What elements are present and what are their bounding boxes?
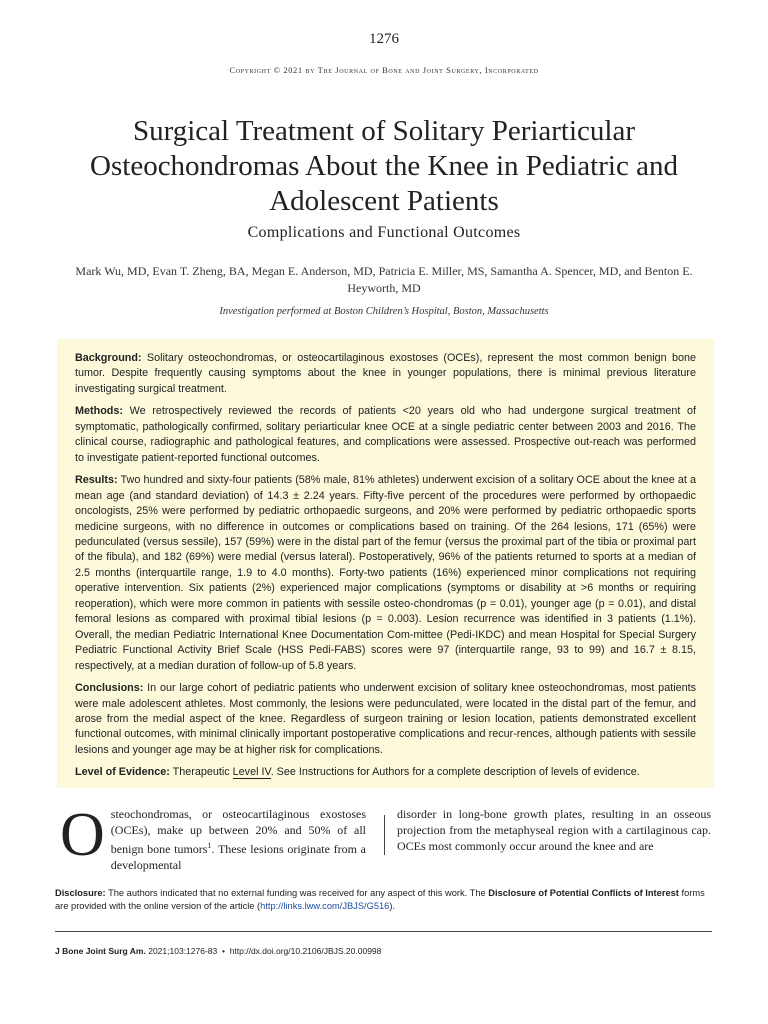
abstract-results — [75, 473, 696, 674]
disclosure-conflicts-label: Disclosure of Potential Conflicts of Interest — [488, 888, 679, 898]
abstract-level-of-evidence — [75, 765, 696, 780]
copyright-line: Copyright © 2021 by The Journal of Bone and Joint Surgery, Incorporated — [229, 65, 539, 75]
conclusions-text: In our large cohort of pediatric patients who underwent excision of solitary knee osteochondromas, most patients were male adolescent athletes. Most commonly, the lesions were pedunculated, were located in the distal part of the femur, and arose from the medial aspect of the knee. Regardless of surgeon training or lesion location, patients demonstrated excellent functional outcomes, with minimal clinically important postoperative complications and recur-rences, although patients with sessile lesions and younger age may be at higher risk for complications. — [75, 682, 697, 756]
disclosure-text-1: The authors indicated that no external funding was received for any aspect of this work. The — [108, 888, 486, 898]
disclosure-heading: Disclosure: — [55, 888, 106, 898]
doi-link[interactable]: http://dx.doi.org/10.2106/JBJS.20.00998 — [229, 946, 382, 956]
journal-name: J Bone Joint Surg Am. — [55, 946, 146, 956]
author-list: Mark Wu, MD, Evan T. Zheng, BA, Megan E. Anderson, MD, Patricia E. Miller, MS, Samantha A. Spencer, MD, and Benton E. Heyworth, MD — [75, 264, 693, 295]
results-heading: Results: — [75, 474, 118, 487]
abstract-methods — [75, 404, 696, 466]
abstract-box — [57, 339, 714, 788]
background-heading: Background: — [75, 352, 142, 364]
page-number: 1276 — [369, 31, 399, 47]
footer-rule — [55, 931, 712, 932]
body-left-text-2: . These lesions originate from a developmental — [110, 842, 366, 872]
body-column-right — [397, 806, 711, 854]
drop-cap: O — [60, 801, 105, 869]
article-title: Surgical Treatment of Solitary Periarticular Osteochondromas About the Knee in Pediatric and Adolescent Patients — [90, 115, 678, 217]
disclosure-text-4: ). — [389, 901, 396, 911]
body-column-left — [60, 801, 366, 873]
body-right-text: disorder in long-bone growth plates, resulting in an osseous projection from the metaphyseal region with a cartilaginous cap. OCEs most commonly occur around the knee and are — [397, 807, 711, 853]
bullet-separator: • — [221, 946, 225, 956]
reference-superscript[interactable]: 1 — [207, 841, 212, 850]
methods-heading: Methods: — [75, 405, 123, 418]
body-left-text: steochondromas, or osteocartilaginous exostoses (OCEs), make up between 20% and 50% of all benign bone tumors — [110, 807, 366, 856]
abstract-conclusions — [75, 681, 696, 758]
citation-footer — [55, 946, 715, 956]
level-iv-link[interactable]: Level IV — [232, 766, 271, 779]
loe-pre: Therapeutic — [172, 766, 230, 779]
disclosure-note — [55, 887, 715, 913]
background-text: Solitary osteochondromas, or osteocartilaginous exostoses (OCEs), represent the most common benign bone tumor. Despite frequently causing symptoms about the knee in younger populations, there is minimal previous literature investigating surgical treatment. — [75, 352, 696, 395]
disclosure-link[interactable]: http://links.lww.com/JBJS/G516 — [260, 901, 390, 911]
citation-volume: 2021;103:1276-83 — [148, 946, 218, 956]
abstract-background — [75, 351, 696, 397]
column-divider — [384, 815, 385, 855]
institution-line: Investigation performed at Boston Children’s Hospital, Boston, Massachusetts — [219, 306, 549, 317]
loe-post: . See Instructions for Authors for a complete description of levels of evidence. — [270, 766, 640, 779]
results-text: Two hundred and sixty-four patients (58% male, 81% athletes) underwent excision of a solitary OCE about the knee at a mean age (and standard deviation) of 14.3 ± 2.24 years. Fifty-five percent of the procedures were performed by orthopaedic oncologists, 25% were performed by pediatric orthopaedic surgeons, and 20% were performed by pediatric orthopaedic sports medicine surgeons, with no difference in outcomes or complications based on training. Of the 264 lesions, 171 (65%) were pedunculated (versus sessile), 157 (59%) were in the distal part of the femur (versus the proximal part of the tibia or proximal part of the fibula), and 182 (69%) were medial (versus lateral). Postoperatively, 96% of the patients returned to sports at a median of 2.5 months (interquartile range, 1.9 to 4.0 months). Forty-two patients (16%) experienced minor complications not requiring operative intervention. Six patients (2%) experienced major complications (symptoms or disability at >6 months or requiring reoperation), which were more common in patients with sessile osteo-chondromas (p = 0.01), younger age (p = 0.01), and distal femoral lesions as compared with proximal tibial lesions (p = 0.003). Lesion recurrence was identified in 3 patients (1.1%). Overall, the median Pediatric International Knee Documentation Com-mittee (Pedi-IKDC) and mean Hospital for Special Surgery Pediatric Functional Activity Brief Scale (HSS Pedi-FABS) scores were 97 (interquartile range, 93 to 99) and 16.7 ± 8.15, respectively, at a median duration of follow-up of 5.8 years. — [75, 474, 696, 672]
article-subtitle: Complications and Functional Outcomes — [247, 224, 521, 241]
methods-text: We retrospectively reviewed the records of patients <20 years old who had undergone surgical treatment of symptomatic, pathologically confirmed, solitary periarticular knee OCE at a single pediatric center between 2003 and 2016. The clinical course, radiographic and pathological features, and complications were assessed. Prospective out-reach was performed to investigate patient-reported functional outcomes. — [75, 405, 696, 464]
loe-heading: Level of Evidence: — [75, 766, 170, 779]
disclosure-text-3: forms are provided with the online version of the article ( — [55, 888, 705, 911]
conclusions-heading: Conclusions: — [75, 682, 144, 695]
